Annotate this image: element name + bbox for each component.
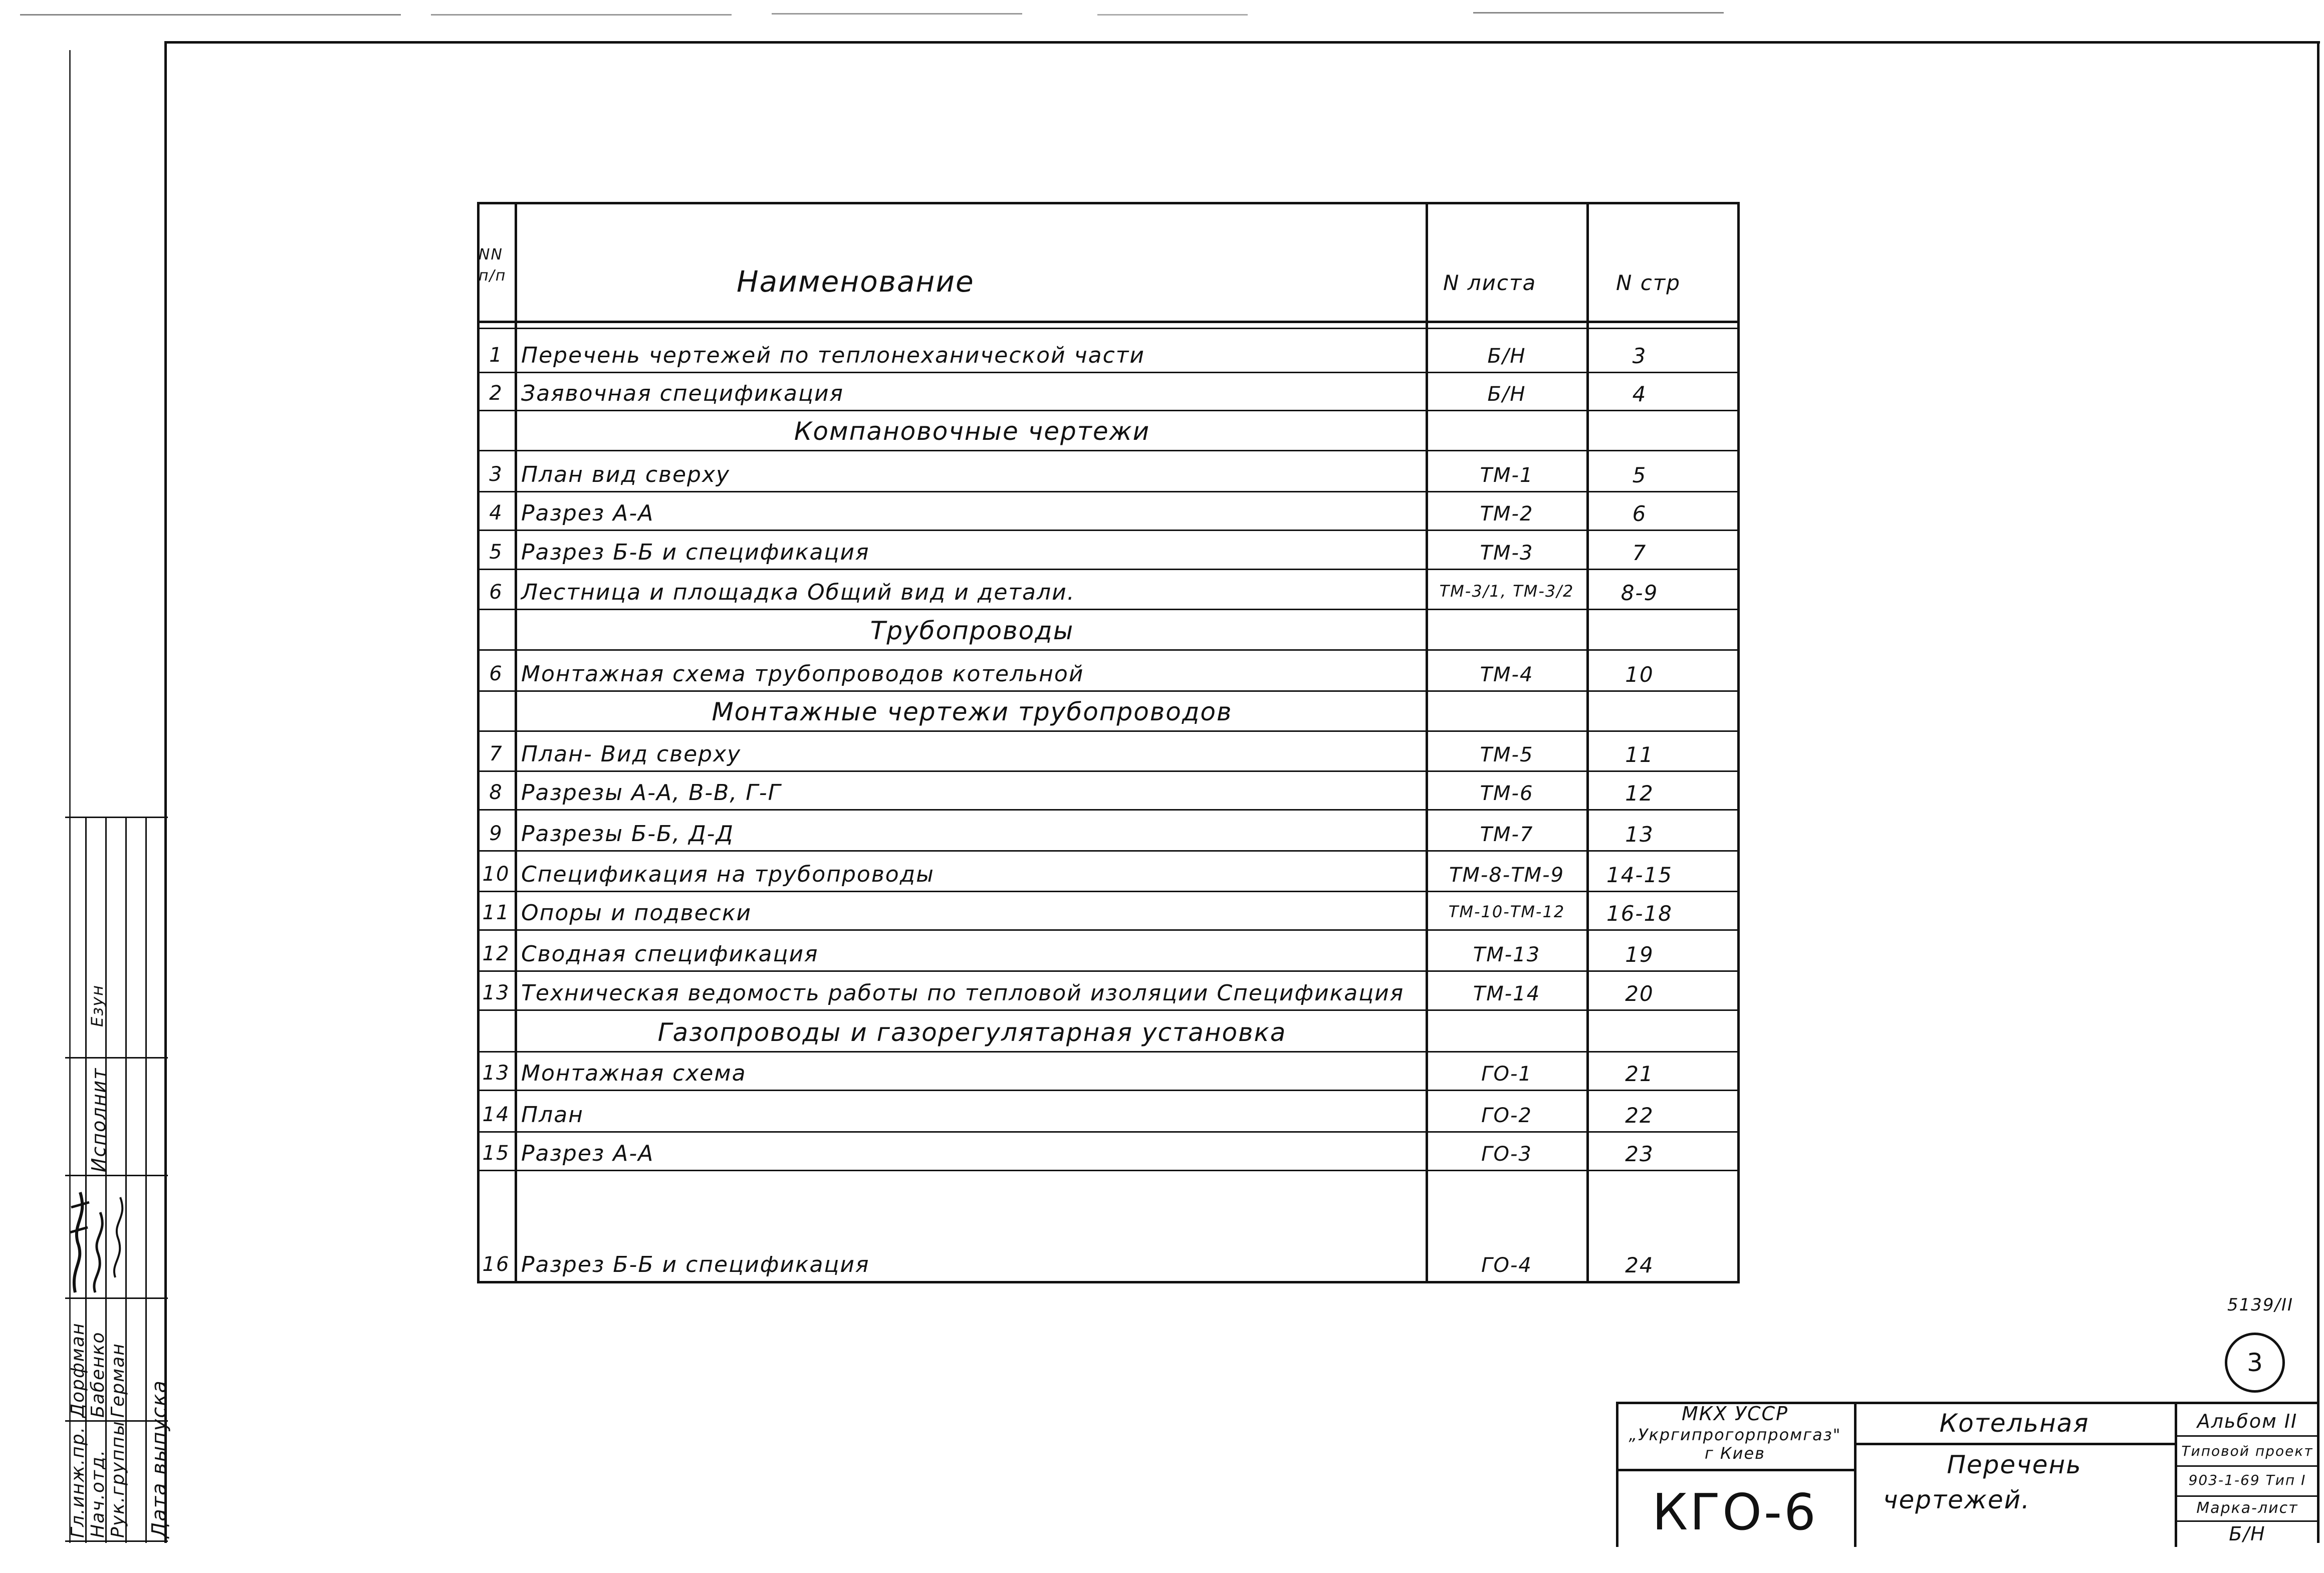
row-sheet: ТМ-1 [1480,464,1534,487]
row-number: 13 [482,981,510,1004]
row-sheet: ТМ-14 [1473,982,1541,1005]
row-sheet: ТМ-8-ТМ-9 [1449,864,1565,887]
row-page: 10 [1625,662,1654,687]
frame-top [165,41,2320,44]
row-name: Перечень чертежей по теплонеханической части [521,343,1145,368]
row-name: План- Вид сверху [521,741,742,767]
drawing-title-line1: Перечень [1947,1450,2082,1479]
row-sheet: ГО-2 [1481,1104,1532,1127]
mark-label: Марка-лист [2196,1499,2298,1517]
row-name: Разрез А-А [521,500,654,526]
page-number: 3 [2247,1348,2263,1377]
role-chief-engineer: Гл.инж.пр. [68,1426,88,1538]
page-number-circle [2225,1333,2285,1393]
row-number: 4 [489,501,503,525]
signature-scribbles [65,1177,150,1297]
binding-line [69,50,71,1543]
row-number: 16 [482,1253,510,1276]
row-sheet: ГО-3 [1481,1143,1532,1166]
row-name: Разрезы А-А, В-В, Г-Г [521,780,782,806]
row-page: 12 [1625,781,1654,806]
name-babenko: Бабенко [88,1331,108,1418]
release-date-label: Дата выпуска [148,1380,171,1538]
drawing-title-line2: чертежей. [1883,1485,2031,1514]
section-heading: Монтажные чертежи трубопроводов [712,697,1233,726]
row-number: 8 [489,781,503,804]
row-name: Разрез А-А [521,1141,654,1166]
row-name: Монтажная схема [521,1061,747,1086]
row-name: Сводная спецификация [521,941,819,967]
row-name: Разрез Б-Б и спецификация [521,1252,870,1277]
role-group-leader: Рук.группы [108,1420,128,1538]
row-sheet: Б/Н [1487,383,1526,406]
executor-name: Езун [88,984,107,1027]
project-number: 903-1-69 Тип I [2188,1472,2306,1488]
row-sheet: ТМ-3 [1480,542,1534,565]
project-label: Типовой проект [2181,1443,2313,1459]
role-head-department: Нач.отд. [88,1449,108,1538]
org-city: г Киев [1704,1444,1766,1463]
row-page: 7 [1632,541,1647,565]
row-number: 7 [489,742,503,765]
row-name: Заявочная спецификация [521,381,844,406]
row-page: 16-18 [1606,901,1673,926]
row-name: Монтажная схема трубопроводов котельной [521,661,1084,687]
row-sheet: ТМ-2 [1480,502,1534,526]
row-number: 11 [482,901,510,924]
row-page: 19 [1625,942,1654,967]
org-ministry: МКХ УССР [1681,1403,1788,1425]
row-page: 6 [1632,501,1647,526]
row-number: 6 [489,662,503,685]
row-sheet: ТМ-7 [1480,823,1534,846]
row-name: План вид сверху [521,462,731,487]
row-number: 6 [489,581,503,604]
row-sheet: ГО-1 [1481,1063,1532,1086]
drawing-code: КГО-6 [1652,1483,1818,1541]
row-name: Опоры и подвески [521,900,752,926]
row-number: 15 [482,1142,510,1165]
row-page: 5 [1632,463,1647,487]
section-heading: Газопроводы и газорегулятарная установка [657,1018,1287,1047]
row-sheet: ТМ-4 [1480,663,1534,686]
row-page: 14-15 [1606,863,1673,887]
sheet-reference: 5139/II [2227,1295,2294,1315]
row-name: Разрез Б-Б и спецификация [521,540,870,565]
row-name: Разрезы Б-Б, Д-Д [521,821,734,847]
row-sheet: ТМ-6 [1480,782,1534,805]
row-sheet: Б/Н [1487,345,1526,368]
row-page: 3 [1632,344,1647,368]
row-sheet: ГО-4 [1481,1254,1532,1277]
row-sheet: ТМ-10-ТМ-12 [1448,902,1565,921]
row-number: 14 [482,1103,510,1126]
row-sheet: ТМ-5 [1480,743,1534,766]
header-sheet: N листа [1443,271,1537,295]
row-page: 13 [1625,822,1654,847]
name-german: Герман [108,1343,128,1418]
row-name: Лестница и площадка Общий вид и детали. [521,580,1075,605]
row-page: 23 [1625,1142,1654,1166]
frame-right [2317,41,2319,1543]
row-page: 21 [1625,1062,1654,1086]
executed-label: Исполнит [88,1067,110,1172]
row-page: 4 [1632,382,1647,406]
row-number: 3 [489,463,503,486]
row-number: 9 [489,822,503,845]
album-label: Альбом II [2197,1410,2298,1432]
row-number: 10 [482,863,510,886]
row-name: Спецификация на трубопроводы [521,862,935,887]
section-heading: Трубопроводы [870,616,1074,645]
row-number: 12 [482,942,510,965]
row-number: 13 [482,1062,510,1085]
scan-artifact-top [20,10,1724,15]
row-page: 11 [1625,742,1654,767]
org-institute: „Укргипрогорпромгаз" [1629,1425,1841,1444]
row-page: 24 [1625,1253,1654,1277]
frame-left [164,41,167,1543]
row-page: 20 [1625,981,1654,1006]
row-number: 1 [489,344,503,367]
row-sheet: ТМ-13 [1473,943,1541,966]
row-number: 5 [489,541,503,564]
section-heading: Компановочные чертежи [794,417,1150,446]
row-name: Техническая ведомость работы по тепловой изоляции Спецификация [521,980,1405,1006]
row-page: 22 [1625,1103,1654,1128]
object-name: Котельная [1939,1409,2089,1438]
mark-value: Б/Н [2229,1523,2266,1545]
row-page: 8-9 [1620,581,1659,605]
header-page: N стр [1616,271,1681,295]
header-number: NN п/п [479,246,507,285]
row-sheet: ТМ-3/1, ТМ-3/2 [1439,582,1574,601]
header-name: Наименование [737,265,975,299]
name-dorfman: Дорфман [68,1322,88,1418]
row-number: 2 [489,382,503,405]
row-name: План [521,1102,584,1128]
